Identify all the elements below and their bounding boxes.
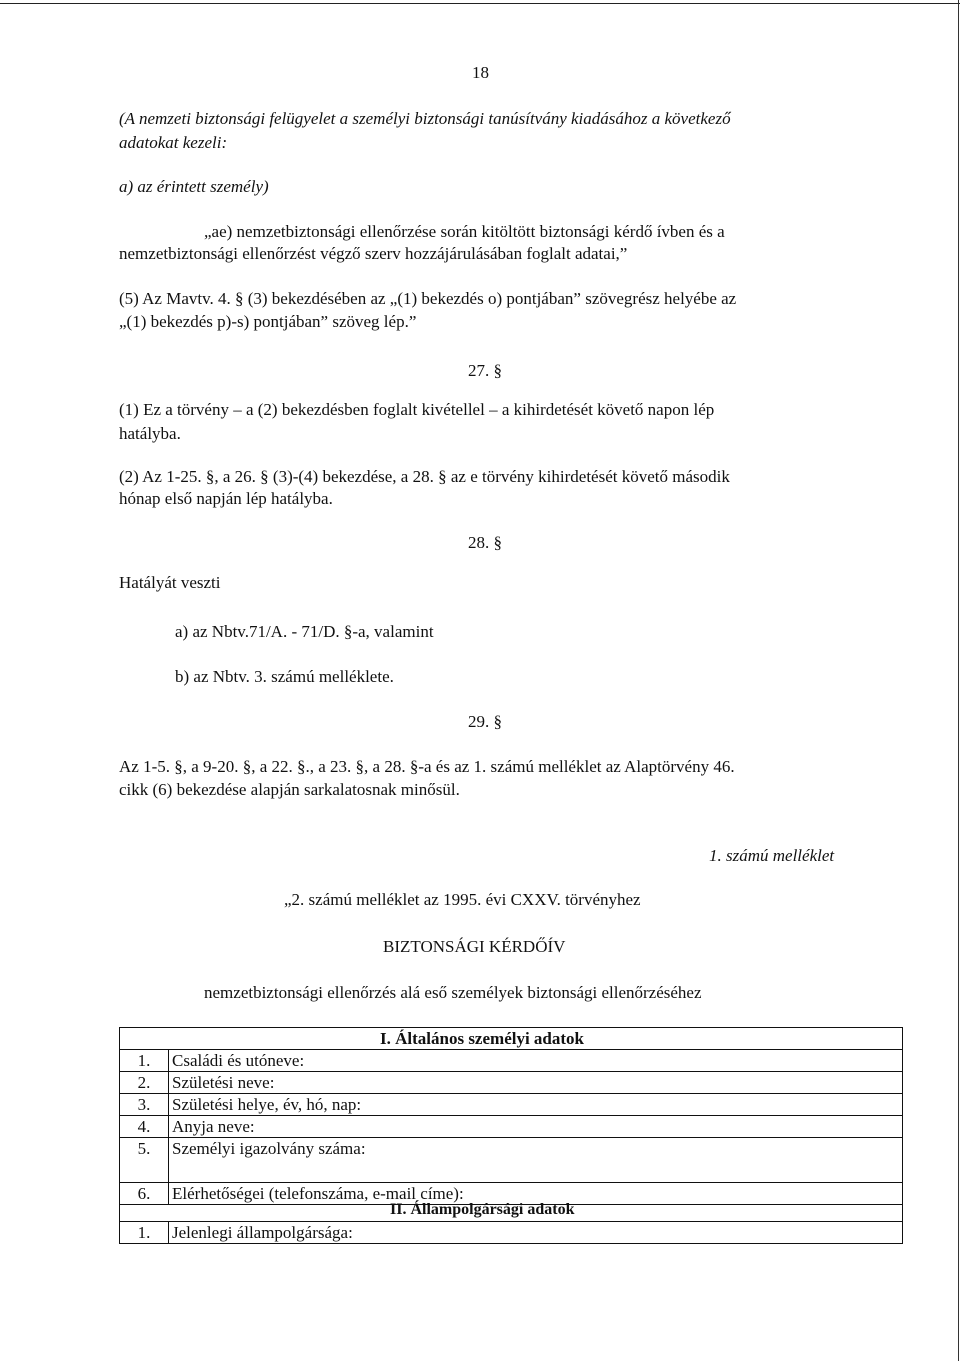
row-number: 3.	[120, 1094, 169, 1115]
quote-ae-line-2: nemzetbiztonsági ellenőrzést végző szerv hozzájárulásában foglalt adatai,”	[119, 244, 628, 263]
section1-title: I. Általános személyi adatok	[380, 1029, 584, 1048]
sec28-heading: 28. §	[468, 533, 502, 552]
section2-header	[120, 1201, 902, 1221]
top-border-line	[0, 3, 960, 4]
intro-line-2: adatokat kezeli:	[119, 133, 228, 152]
sub-a-line: a) az érintett személy)	[119, 177, 269, 196]
table-row	[120, 1221, 902, 1244]
row-number: 4.	[120, 1116, 169, 1137]
sec28-item-b: b) az Nbtv. 3. számú melléklete.	[175, 667, 394, 686]
intro-line-1: (A nemzeti biztonsági felügyelet a személyi biztonsági tanúsítvány kiadásához a következő	[119, 109, 731, 128]
sec28-item-a: a) az Nbtv.71/A. - 71/D. §-a, valamint	[175, 622, 434, 641]
quote-ae-line-1: „ae) nemzetbiztonsági ellenőrzése során kitöltött biztonsági kérdő ívben és a	[204, 222, 725, 241]
annex-title: „2. számú melléklet az 1995. évi CXXV. törvényhez	[284, 890, 641, 909]
sec27-p2-line-2: hónap első napján lép hatályba.	[119, 489, 333, 508]
row-label: Anyja neve:	[172, 1117, 255, 1136]
sec29-heading: 29. §	[468, 712, 502, 731]
section1-header	[120, 1028, 902, 1050]
sec28-intro: Hatályát veszti	[119, 573, 221, 592]
sec27-heading: 27. §	[468, 361, 502, 380]
sec29-line-2: cikk (6) bekezdése alapján sarkalatosnak minősül.	[119, 780, 460, 799]
row-number: 5.	[120, 1138, 169, 1182]
page-number: 18	[472, 63, 489, 82]
sec29-line-1: Az 1-5. §, a 9-20. §, a 22. §., a 23. §, a 28. §-a és az 1. számú melléklet az Alaptörvény 46.	[119, 757, 735, 776]
section2-title: II. Állampolgársági adatok	[390, 1201, 575, 1218]
sec27-p2-line-1: (2) Az 1-25. §, a 26. § (3)-(4) bekezdése, a 28. § az e törvény kihirdetését követő második	[119, 467, 730, 486]
sec27-p1-line-1: (1) Ez a törvény – a (2) bekezdésben foglalt kivétellel – a kihirdetését követő napon lép	[119, 400, 715, 419]
table-row	[120, 1094, 902, 1116]
sec27-p1-line-2: hatályba.	[119, 424, 181, 443]
row-label: Jelenlegi állampolgársága:	[172, 1223, 353, 1242]
row-label: Születési helye, év, hó, nap:	[172, 1095, 362, 1114]
table-row	[120, 1050, 902, 1072]
para5-line-1: (5) Az Mavtv. 4. § (3) bekezdésében az „(1) bekezdés o) pontjában” szövegrész helyébe az	[119, 289, 737, 308]
right-border-line	[958, 0, 959, 1361]
form-subtitle: nemzetbiztonsági ellenőrzés alá eső személyek biztonsági ellenőrzéséhez	[204, 983, 702, 1002]
row-number: 1.	[120, 1050, 169, 1071]
table-row	[120, 1116, 902, 1138]
row-label: Elérhetőségei (telefonszáma, e-mail címe):	[172, 1184, 464, 1203]
row-number: 1.	[120, 1222, 169, 1243]
row-label: Családi és utóneve:	[172, 1051, 305, 1070]
questionnaire-table	[119, 1027, 903, 1244]
row-label: Születési neve:	[172, 1073, 275, 1092]
table-row	[120, 1072, 902, 1094]
annex-label: 1. számú melléklet	[709, 846, 835, 865]
table-row	[120, 1138, 902, 1183]
form-title: BIZTONSÁGI KÉRDŐÍV	[383, 937, 566, 956]
row-number: 6.	[120, 1183, 169, 1204]
row-number: 2.	[120, 1072, 169, 1093]
para5-line-2: „(1) bekezdés p)-s) pontjában” szöveg lép.”	[119, 312, 417, 331]
row-label: Személyi igazolvány száma:	[172, 1139, 366, 1158]
